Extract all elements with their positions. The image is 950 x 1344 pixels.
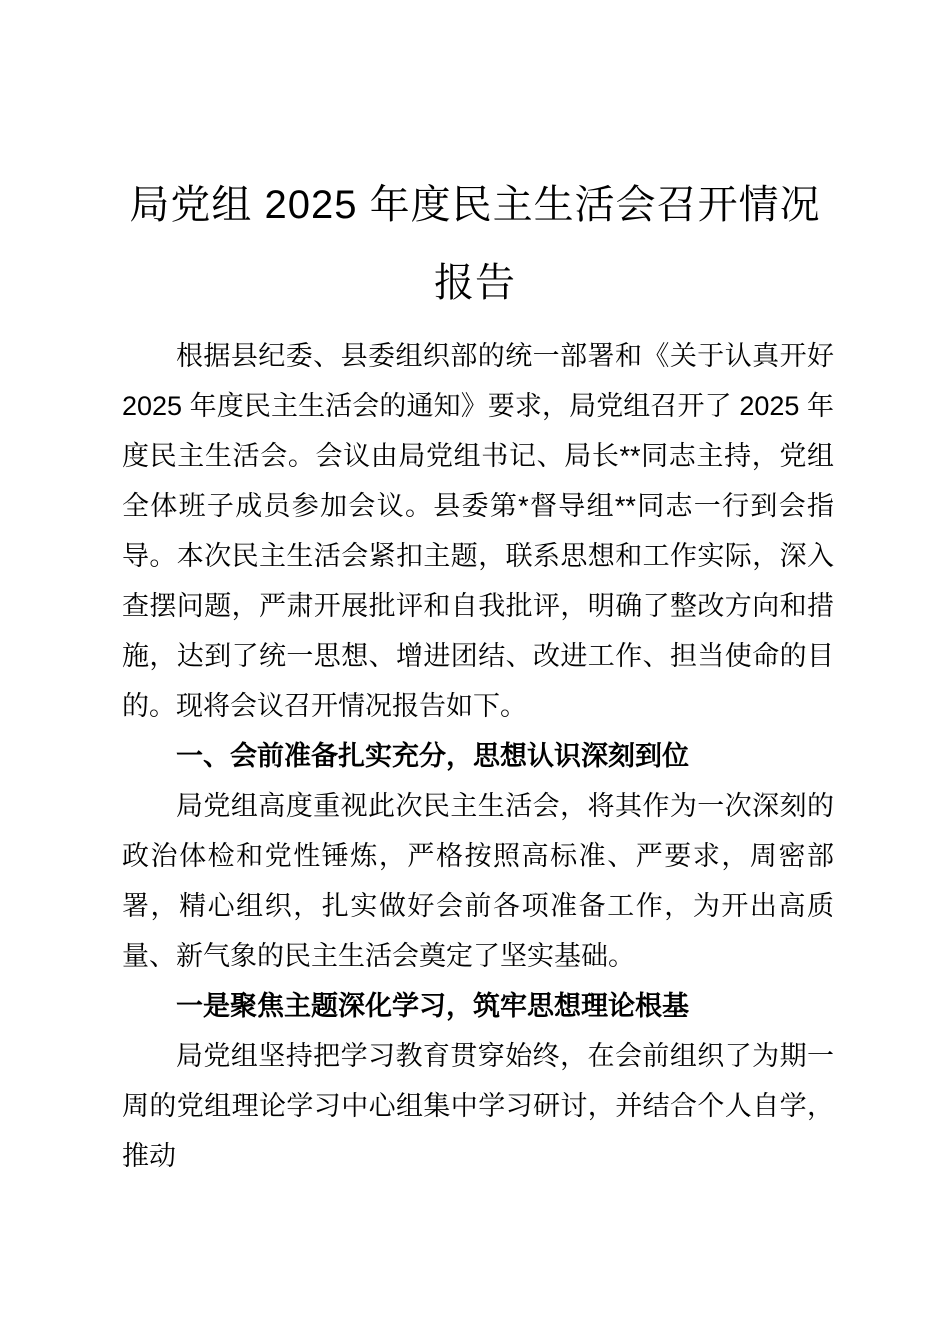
paragraph-section-1: 局党组高度重视此次民主生活会，将其作为一次深刻的政治体检和党性锤炼，严格按照高标准、严要求，周密部署，精心组织，扎实做好会前各项准备工作，为开出高质量、新气象的民主生活会奠定了坚实基础。 — [122, 791, 834, 971]
document-title-line-1: 局党组 2025 年度民主生活会召开情况 — [129, 183, 821, 227]
paragraph-subsection-1: 局党组坚持把学习教育贯穿始终，在会前组织了为期一周的党组理论学习中心组集中学习研讨，并结合个人自学，推动 — [122, 1041, 834, 1171]
document-body — [122, 331, 834, 1181]
document-title-line-2: 报告 — [434, 261, 516, 305]
subsection-heading-1: 一是聚焦主题深化学习，筑牢思想理论根基 — [176, 991, 689, 1021]
document-title — [0, 0, 950, 322]
section-heading-1: 一、会前准备扎实充分，思想认识深刻到位 — [176, 741, 689, 771]
paragraph-intro: 根据县纪委、县委组织部的统一部署和《关于认真开好 2025 年度民主生活会的通知》要求，局党组召开了 2025 年度民主生活会。会议由局党组书记、局长**同志主持，党组全体班子成员参加会议。县委第*督导组**同志一行到会指导。本次民主生活会紧扣主题，联系思想和工作实际，深入查摆问题，严肃开展批评和自我批评，明确了整改方向和措施，达到了统一思想、增进团结、改进工作、担当使命的目的。现将会议召开情况报告如下。 — [122, 341, 834, 721]
